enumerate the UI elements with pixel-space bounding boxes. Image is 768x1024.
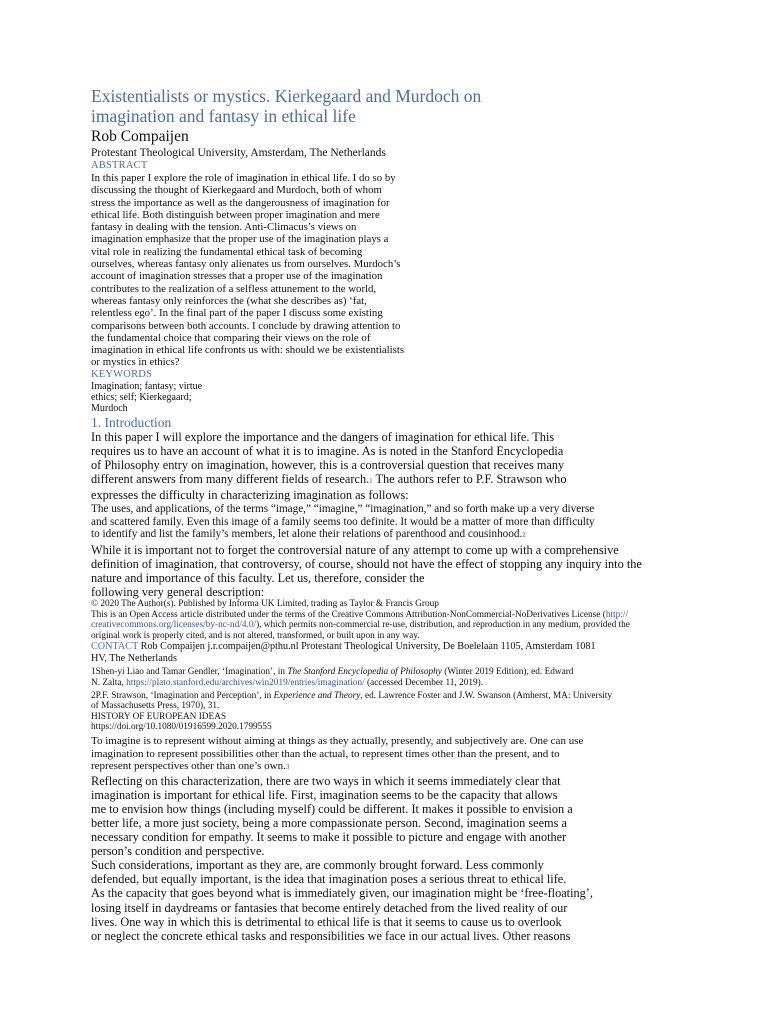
- copyright-notice: [91, 599, 691, 641]
- license-line: [91, 620, 691, 631]
- footnote-text: (Winter 2019 Edition), ed. Edward: [441, 667, 574, 678]
- footnote-ref-3[interactable]: 3: [285, 763, 290, 772]
- body-line: following very general description:: [91, 585, 265, 600]
- contact-line: [91, 641, 691, 653]
- title-line: imagination and fantasy in ethical life: [91, 106, 356, 126]
- abstract-line: stress the importance as well as the dangerousness of imagination for: [91, 196, 390, 209]
- body-line: me to envision how things (including myself) could be different. It makes it possible to envision a: [91, 801, 573, 816]
- abstract-text: [91, 172, 691, 369]
- footnote-2: [91, 691, 691, 702]
- abstract-line: whereas fantasy only reinforces the (what she describes as) ‘fat,: [91, 294, 367, 307]
- section-heading: 1. Introduction: [91, 414, 172, 430]
- keywords-label: KEYWORDS: [91, 368, 153, 380]
- footnote-italic: Experience and Theory: [273, 690, 361, 701]
- footnote-text: P.F. Strawson, ‘Imagination and Perception’, in: [95, 690, 274, 701]
- intro-paragraph: [91, 430, 691, 502]
- abstract-line: In this paper I explore the role of imagination in ethical life. I do so by: [91, 172, 396, 184]
- footnote-text: , ed. Lawrence Foster and J.W. Swanson (Amherst, MA: University: [360, 690, 613, 701]
- body-line: Such considerations, important as they are, are commonly brought forward. Less commonly: [91, 858, 544, 873]
- license-line: original work is properly cited, and is not altered, transformed, or built upon in any way.: [91, 630, 420, 641]
- body-text: different answers from many different fields of research.: [91, 472, 370, 487]
- footnote-number: 2: [91, 690, 96, 701]
- footnote-ref-1[interactable]: 1: [369, 477, 373, 486]
- third-paragraph: [91, 774, 691, 859]
- block-quote-definition: [91, 735, 691, 774]
- contact-text: Rob Compaijen j.r.compaijen@pthu.nl Protestant Theological University, De Boelelaan 1105, Amsterdam 1081: [138, 641, 596, 653]
- contact-line: HV, The Netherlands: [91, 653, 177, 665]
- quote-line: and scattered family. Even this image of a family seems too definite. It would be a matter of more than difficulty: [91, 515, 595, 528]
- footnote-text: Shen-yi Liao and Tamar Gendler, ‘Imagination’, in: [95, 667, 288, 678]
- article-page: [91, 86, 691, 943]
- article-title: [91, 86, 691, 126]
- footnote-number: 1: [91, 667, 96, 678]
- body-line: better life, a more just society, being a more compassionate person. Second, imagination seems a: [91, 816, 567, 830]
- body-line: definition of imagination, that controversy, of course, should not have the effect of stopping any inquiry into the: [91, 557, 642, 572]
- author-name: Rob Compaijen: [91, 128, 189, 145]
- footnote-2-cont: of Massachusetts Press, 1970), 31.: [91, 701, 220, 712]
- abstract-line: ethical life. Both distinguish between proper imagination and mere: [91, 208, 380, 221]
- block-quote-strawson: [91, 503, 691, 542]
- body-line: In this paper I will explore the importance and the dangers of imagination for ethical life. This: [91, 429, 555, 444]
- body-text: The authors refer to P.F. Strawson who: [372, 472, 567, 487]
- footnote-text: N. Zalta,: [91, 677, 127, 688]
- title-line: Existentialists or mystics. Kierkegaard and Murdoch on: [91, 86, 482, 106]
- license-link[interactable]: creativecommons.org/licenses/by-nc-nd/4.0/: [91, 620, 257, 631]
- quote-line: The uses, and applications, of the terms “image,” “imagine,” “imagination,” and so forth make up a very diverse: [91, 503, 595, 516]
- body-line: or neglect the concrete ethical tasks and responsibilities we face in our actual lives. Other reasons: [91, 928, 571, 943]
- body-line: expresses the difficulty in characterizing imagination as follows:: [91, 488, 409, 503]
- quote-text: represent perspectives other than one’s own.: [91, 760, 286, 773]
- license-link[interactable]: http://: [605, 609, 629, 620]
- quote-line: imagination to represent possibilities other than the actual, to represent times other than the present, and to: [91, 747, 560, 760]
- footnote-1: [91, 667, 691, 678]
- abstract-line: account of imagination stresses that a proper use of the imagination: [91, 270, 383, 283]
- abstract-line: the fundamental choice that comparing their views on the role of: [91, 331, 371, 344]
- quote-text: to identify and list the family’s members, let alone their relations of parenthood and cousinhood.: [91, 528, 523, 541]
- abstract-line: vital role in realizing the fundamental ethical task of becoming: [91, 245, 363, 258]
- body-line: of Philosophy entry on imagination, however, this is a controversial question that receives many: [91, 457, 565, 472]
- abstract-label: ABSTRACT: [91, 160, 148, 171]
- body-line: While it is important not to forget the controversial nature of any attempt to come up with a comprehensive: [91, 543, 619, 557]
- body-line: defended, but equally important, is the idea that imagination poses a serious threat to ethical life.: [91, 872, 567, 887]
- body-line: nature and importance of this faculty. Let us, therefore, consider the: [91, 571, 425, 586]
- license-line: [91, 610, 691, 621]
- doi-link[interactable]: https://doi.org/10.1080/01916599.2020.1799555: [91, 722, 272, 733]
- body-line: requires us to have an account of what it is to imagine. As is noted in the Stanford Encyclopedia: [91, 443, 564, 458]
- footnote-text: (accessed December 11, 2019).: [364, 677, 484, 688]
- footnote-link[interactable]: https://plato.stanford.edu/archives/win2019/entries/imagination/: [126, 677, 365, 688]
- body-line: person’s condition and perspective.: [91, 844, 265, 859]
- abstract-line: comparisons between both accounts. I conclude by drawing attention to: [91, 319, 401, 332]
- body-line: lives. One way in which this is detrimental to ethical life is that it seems to cause us to overlook: [91, 914, 562, 929]
- footnotes: [91, 667, 691, 711]
- abstract-line: or mystics in ethics?: [91, 356, 180, 369]
- abstract-line: relentless ego’. In the final part of the paper I discuss some existing: [91, 307, 383, 320]
- abstract-line: imagination emphasize that the proper use of the imagination plays a: [91, 233, 389, 246]
- keywords-list: [91, 381, 691, 414]
- second-paragraph: [91, 543, 691, 599]
- abstract-line: fantasy in dealing with the tension. Anti-Climacus’s views on: [91, 221, 357, 234]
- keywords-line: Murdoch: [91, 402, 128, 414]
- body-line: As the capacity that goes beyond what is immediately given, our imagination might be ‘free-floating’,: [91, 886, 593, 901]
- footnote-1-cont: [91, 678, 691, 689]
- contact-info: [91, 641, 691, 665]
- body-line: losing itself in daydreams or fantasies that become entirely detached from the lived reality of our: [91, 900, 568, 915]
- quote-line: To imagine is to represent without aiming at things as they actually, presently, and subjectively are. One can use: [91, 734, 584, 747]
- quote-line: [91, 528, 691, 542]
- journal-info: [91, 712, 691, 733]
- footnote-ref-2[interactable]: 2: [522, 531, 526, 540]
- body-line: imagination is important for ethical life. First, imagination seems to be the capacity that allows: [91, 787, 558, 802]
- keywords-line: Imagination; fantasy; virtue: [91, 380, 203, 392]
- abstract-line: imagination in ethical life confronts us with: should we be existentialists: [91, 344, 405, 357]
- license-text: ), which permits non-commercial re-use, distribution, and reproduction in any medium, provided the: [256, 620, 630, 631]
- body-line: necessary condition for empathy. It seems to make it possible to picture and engage with another: [91, 830, 567, 845]
- contact-label: CONTACT: [91, 641, 139, 653]
- abstract-line: discussing the thought of Kierkegaard and Murdoch, both of whom: [91, 184, 382, 197]
- author-affiliation: Protestant Theological University, Amsterdam, The Netherlands: [91, 147, 386, 159]
- footnote-italic: The Stanford Encyclopedia of Philosophy: [287, 667, 442, 678]
- journal-name: HISTORY OF EUROPEAN IDEAS: [91, 711, 227, 722]
- license-text: This is an Open Access article distributed under the terms of the Creative Commons Attribution-NonCommercial-NoDerivatives License (: [91, 609, 606, 620]
- abstract-line: ourselves, whereas fantasy only alienates us from ourselves. Murdoch’s: [91, 258, 401, 271]
- body-line: Reflecting on this characterization, there are two ways in which it seems immediately clear that: [91, 773, 561, 788]
- abstract-line: contributes to the realization of a selfless attunement to the world,: [91, 282, 377, 295]
- body-line: [91, 472, 691, 488]
- copyright-line: © 2020 The Author(s). Published by Informa UK Limited, trading as Taylor & Francis Group: [91, 599, 439, 610]
- keywords-line: ethics; self; Kierkegaard;: [91, 391, 192, 403]
- quote-line: [91, 760, 691, 774]
- fourth-paragraph: [91, 858, 691, 943]
